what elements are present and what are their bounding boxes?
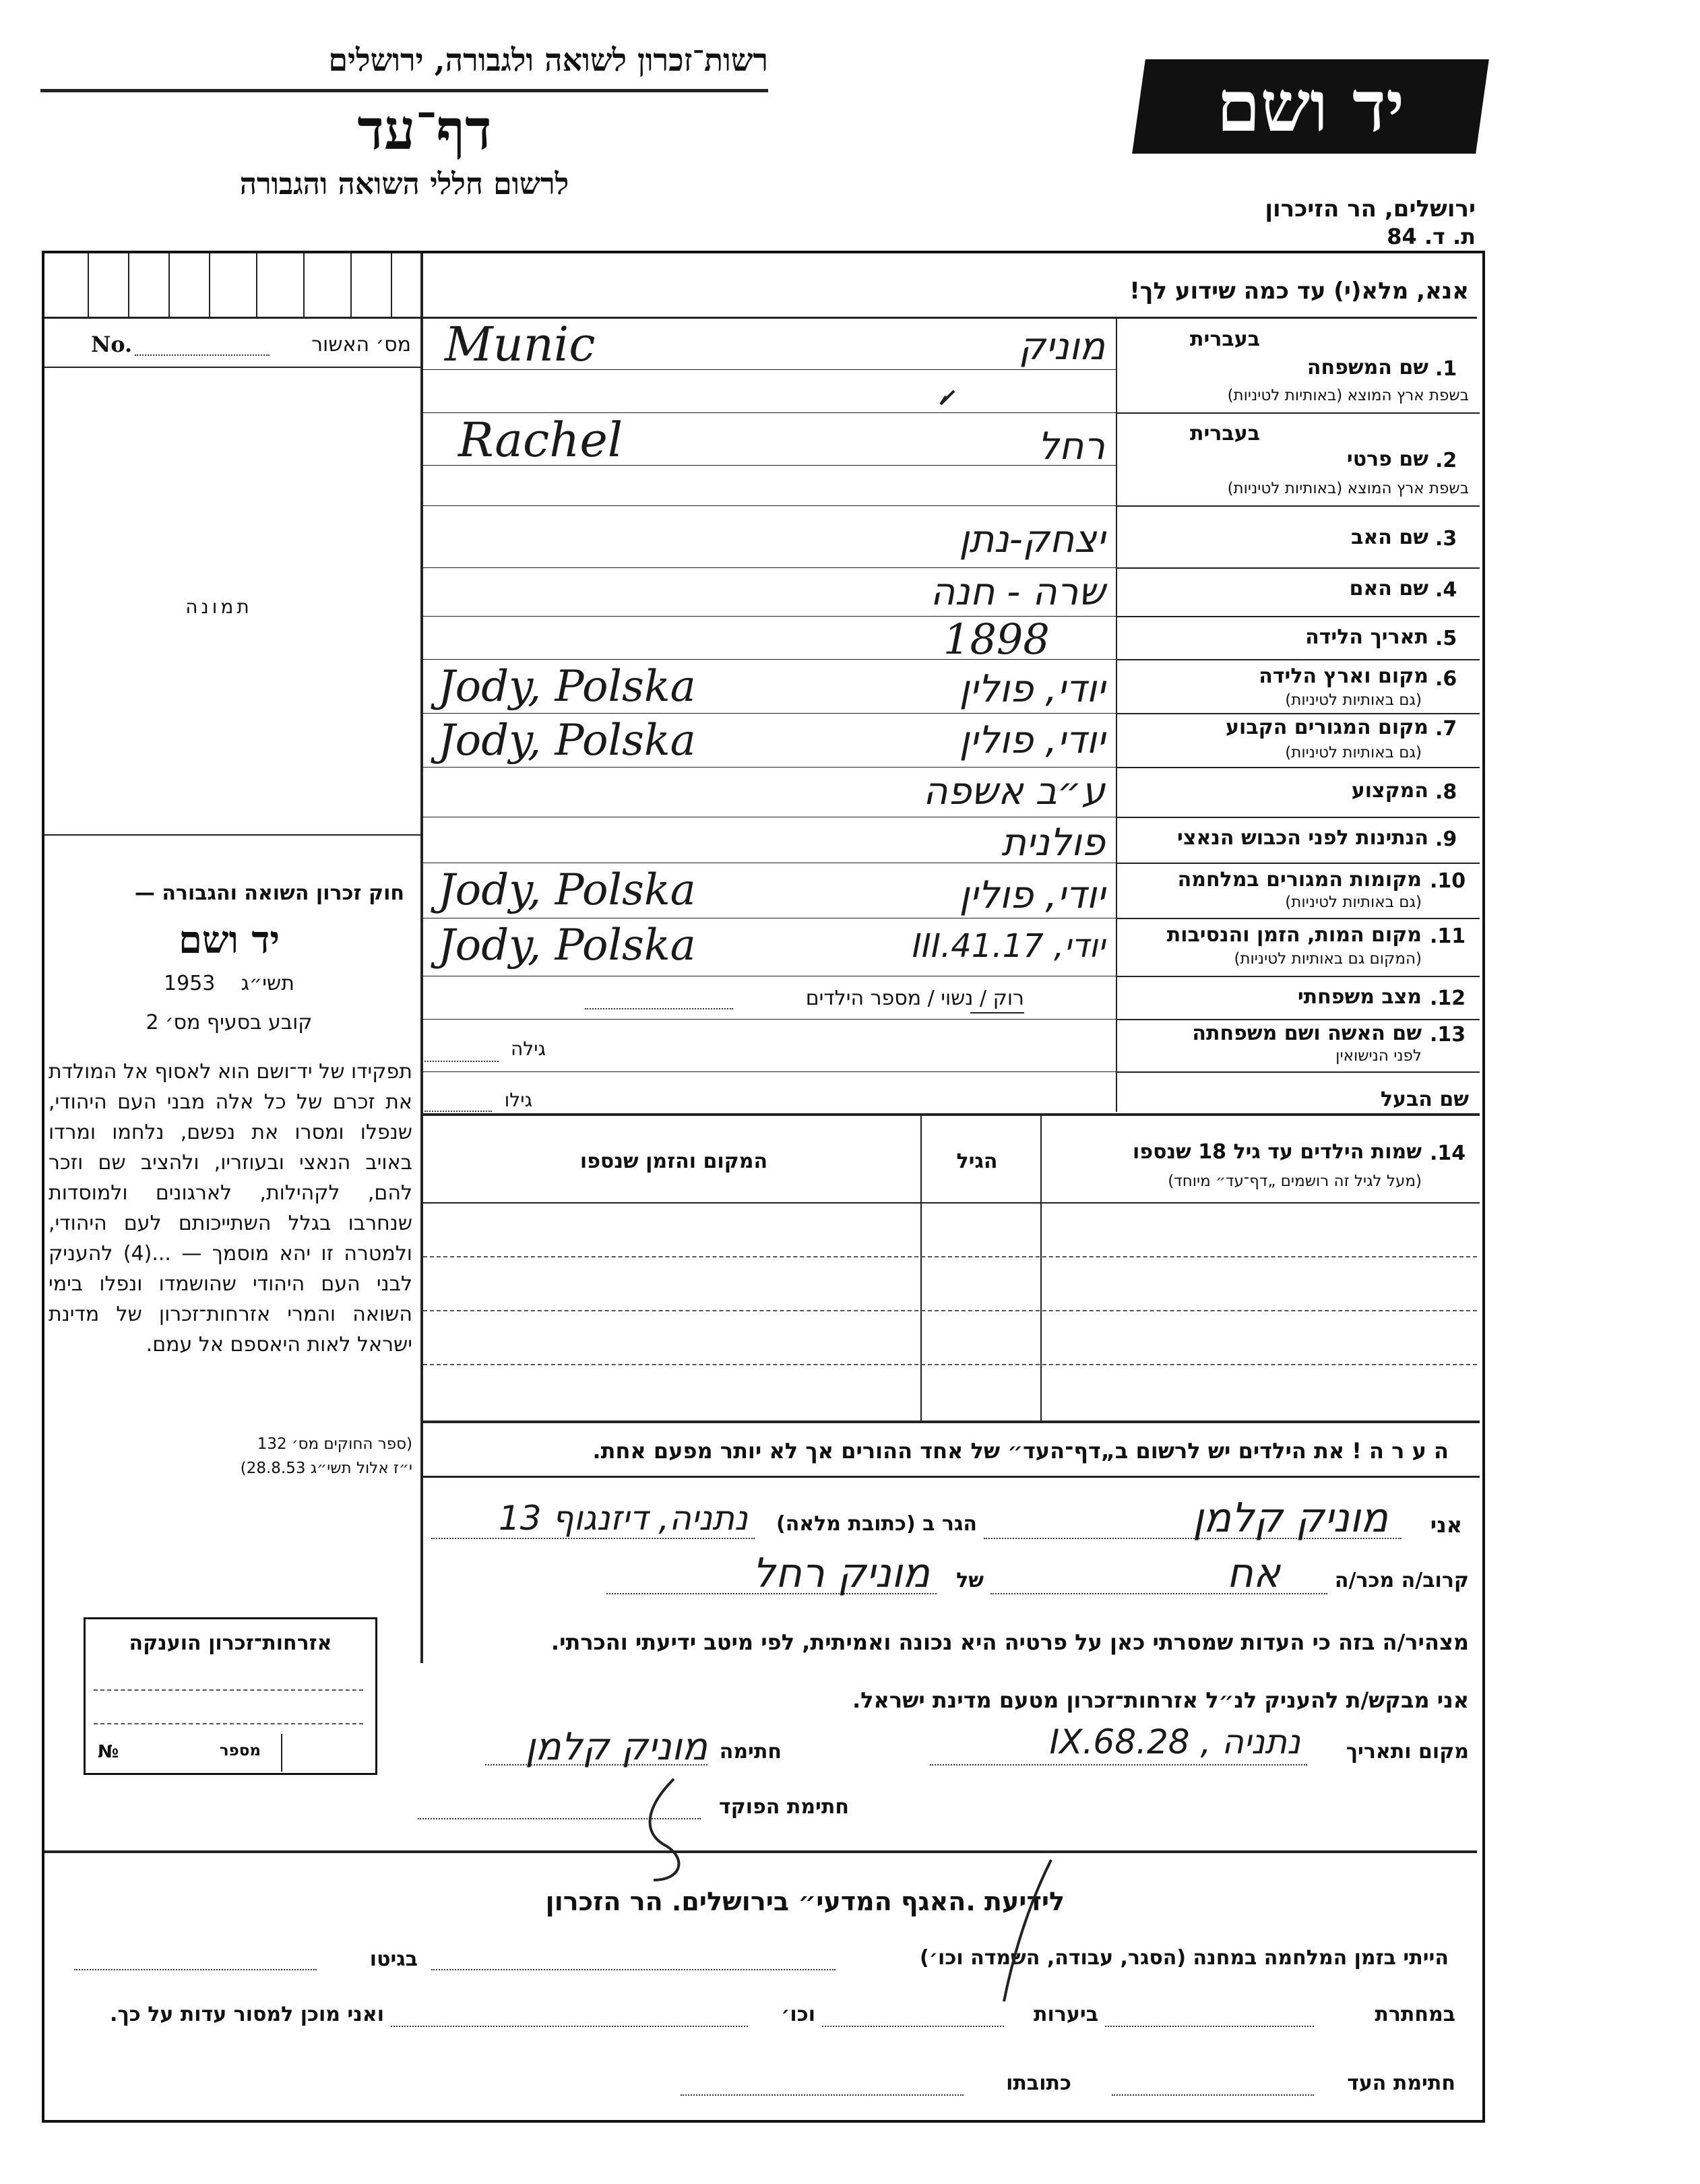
f11-label: מקום המות, הזמן והנסיבות — [1166, 923, 1422, 947]
f7-sub: (גם באותיות לטיניות) — [1285, 744, 1422, 761]
footer-line-1: הייתי בזמן המלחמה במחנה (הסגר, עבודה, השמדה וכו׳) — [920, 1946, 1449, 1970]
f1-latin-value[interactable]: Munic — [445, 317, 596, 372]
f6-sub: (גם באותיות לטיניות) — [1285, 691, 1422, 709]
footer-ready: ואני מוכן למסור עדות על כך. — [110, 2003, 384, 2026]
decl-signature-label: חתימה — [719, 1740, 782, 1764]
children-note: ה ע ר ה ! את הילדים יש לרשום ב„דף־העד״ של אחד ההורים אך לא יותר מפעם אחת. — [592, 1438, 1449, 1464]
f13b-age-label: גילו — [504, 1089, 532, 1111]
footer-address: כתובתו — [1006, 2071, 1071, 2095]
decl-address-value[interactable]: נתניה, דיזנגוף 13 — [498, 1499, 748, 1538]
f11-sub: (המקום גם באותיות לטיניות) — [1234, 950, 1422, 968]
officer-signature-scribble — [650, 1779, 679, 1880]
f10-sub: (גם באותיות לטיניות) — [1285, 894, 1422, 911]
decl-relative-label: קרוב/ה מכר/ה — [1334, 1569, 1469, 1592]
authority-name: רשות־זכרון לשואה ולגבורה, ירושלים — [328, 42, 768, 78]
f13-number: 13. — [1430, 1023, 1466, 1047]
footer-slash-mark — [1004, 1860, 1051, 2001]
footer-ghetto: בגיטו — [369, 1947, 418, 1971]
f4-number: 4. — [1435, 578, 1457, 602]
law-name: יד ושם — [178, 918, 280, 962]
footer-forests: ביערות — [1034, 2003, 1098, 2026]
f1-hebrew-value[interactable]: מוניק — [1019, 325, 1105, 369]
decl-relation-value[interactable]: אח — [1226, 1550, 1280, 1597]
f4-value[interactable]: שרה - חנה — [930, 570, 1105, 614]
form-title: דף־עד — [357, 98, 492, 162]
f3-value[interactable]: יצחק-נתן — [959, 518, 1105, 561]
footer-etc: וכו׳ — [781, 2003, 815, 2026]
f10-latin-value[interactable]: Jody, Polska — [438, 865, 696, 915]
f13-sub: לפני הנישואין — [1335, 1047, 1422, 1065]
f1-label: שם המשפחה — [1307, 356, 1428, 379]
f5-label: תאריך הלידה — [1305, 625, 1428, 649]
approval-label: מס׳ האשור — [311, 333, 411, 356]
f3-label: שם האב — [1351, 526, 1428, 549]
law-ref-1: (ספר החוקים מס׳ 132 — [257, 1435, 412, 1453]
f13-age-label: גילה — [510, 1038, 546, 1060]
f6-latin-value[interactable]: Jody, Polska — [438, 662, 696, 712]
f8-value[interactable]: ע״ב אשפה — [923, 770, 1105, 813]
instruction: אנא, מלא(י) עד כמה שידוע לך! — [1129, 278, 1469, 305]
decl-resides-label: הגר ב (כתובת מלאה) — [776, 1512, 977, 1536]
no-label: No. — [91, 332, 133, 357]
address-line-1: ירושלים, הר הזיכרון — [1265, 195, 1476, 222]
decl-place-date-label: מקום ותאריך — [1346, 1740, 1469, 1764]
f14-col-age: הגיל — [956, 1150, 998, 1173]
f13-label: שם האשה ושם משפחתה — [1192, 1022, 1422, 1045]
f14-label: שמות הילדים עד גיל 18 שנספו — [1133, 1140, 1422, 1164]
f9-value[interactable]: פולנית — [1001, 821, 1105, 865]
decl-of-label: של — [956, 1569, 984, 1592]
f14-sub: (מעל לגיל זה רושמים „דף־עד״ מיוחד) — [1168, 1173, 1422, 1190]
f1-sub: בשפת ארץ המוצא (באותיות לטיניות) — [1227, 387, 1469, 404]
f14-col-place: המקום והזמן שנספו — [579, 1150, 768, 1173]
f2-sub: בשפת ארץ המוצא (באותיות לטיניות) — [1227, 480, 1469, 497]
decl-signature-value[interactable]: מוניק קלמן — [525, 1725, 707, 1769]
f2-label: שם פרטי — [1346, 447, 1428, 471]
law-title: חוק זכרון השואה והגבורה — — [134, 881, 404, 905]
f11-number: 11. — [1430, 925, 1466, 948]
decl-i-label: אני — [1430, 1512, 1462, 1538]
f14-number: 14. — [1430, 1142, 1466, 1165]
citizenship-no-label: № — [98, 1742, 119, 1762]
f6-number: 6. — [1435, 667, 1457, 691]
law-year-heb: תשי״ג — [241, 972, 294, 995]
form-subtitle: לרשום חללי השואה והגבורה — [239, 167, 569, 201]
f10-hebrew-value[interactable]: יודי, פולין — [959, 873, 1105, 917]
footer-title: לידיעת .האגף המדעי״ בירושלים. הר הזכרון — [545, 1887, 1065, 1916]
f8-label: המקצוע — [1351, 779, 1428, 803]
decl-i-value[interactable]: מוניק קלמן — [1193, 1495, 1388, 1542]
f10-label: מקומות המגורים במלחמה — [1177, 868, 1422, 892]
f6-hebrew-value[interactable]: יודי, פולין — [959, 667, 1105, 711]
citizenship-title: אזרחות־זכרון הוענקה — [129, 1631, 332, 1655]
f7-number: 7. — [1435, 717, 1457, 741]
decl-of-value[interactable]: מוניק רחל — [752, 1550, 930, 1597]
decl-statement-2: אני מבקש/ת להעניק לנ״ל אזרחות־זכרון מטעם מדינת ישראל. — [852, 1687, 1469, 1713]
f4-label: שם האם — [1349, 577, 1428, 600]
f1-in-hebrew: בעברית — [1190, 327, 1260, 351]
f7-hebrew-value[interactable]: יודי, פולין — [959, 718, 1105, 762]
f8-number: 8. — [1435, 780, 1457, 804]
f2-number: 2. — [1435, 449, 1457, 472]
f5-number: 5. — [1435, 627, 1457, 650]
f11-hebrew-value[interactable]: יודי, 17.III.41 — [912, 927, 1105, 965]
f9-label: הנתינות לפני הכבוש הנאצי — [1177, 826, 1428, 850]
f5-value[interactable]: 1898 — [943, 615, 1050, 664]
f1-number: 1. — [1435, 357, 1457, 381]
f10-number: 10. — [1430, 869, 1466, 893]
footer-witness-sig: חתימת העד — [1347, 2071, 1455, 2095]
f2-in-hebrew: בעברית — [1190, 422, 1260, 445]
footer-underground: במחתרת — [1375, 2003, 1455, 2026]
f6-label: מקום וארץ הלידה — [1259, 664, 1428, 688]
law-ref-2: י״ז אלול תשי״ג 28.8.53) — [240, 1460, 412, 1477]
decl-officer-label: חתימת הפוקד — [719, 1795, 849, 1819]
citizenship-number-label: מספר — [219, 1742, 261, 1759]
f12-options[interactable]: רוק / נשוי / מספר הילדים — [805, 987, 1024, 1010]
f3-number: 3. — [1435, 527, 1457, 551]
law-text: תפקידו של יד־ושם הוא לאסוף אל המולדת את זכרם של כל אלה מבני העם היהודי, שנפלו ומסרו את נפשם, נלחמו ומרדו באויב הנאצי ובעוזריו, ולהציב שם וזכר להם, לקהילות, לארגונים ולמוסדות שנחרבו בגלל השתייכותם לעם היהודי, ולמטרה זו יהא מוסמך — ...(4) להעניק לבני העם היהודי שהושמדו ונפלו בימי השואה והמרי אזרחות־זכרון של מדינת ישראל לאות היאספם אל עמם. — [49, 1060, 412, 1356]
f12-number: 12. — [1430, 987, 1466, 1010]
photo-label: תמונה — [185, 596, 253, 618]
decl-statement-1: מצהיר/ה בזה כי העדות שמסרתי כאן על פרטיה היא נכונה ואמיתית, לפי מיטב ידיעתי והכרתי. — [550, 1629, 1469, 1655]
f7-label: מקום המגורים הקבוע — [1226, 716, 1428, 739]
f7-latin-value[interactable]: Jody, Polska — [438, 716, 696, 766]
pen-tick-mark — [941, 391, 954, 404]
f2-latin-value[interactable]: Rachel — [458, 412, 623, 468]
logo-text: יד ושם — [1216, 65, 1405, 148]
f12-label: מצב משפחתי — [1297, 985, 1422, 1009]
law-clause: קובע בסעיף מס׳ 2 — [146, 1011, 313, 1034]
decl-place-date-value[interactable]: נתניה , 28.IX.68 — [1049, 1722, 1300, 1761]
f2-hebrew-value[interactable]: רחל — [1037, 425, 1105, 468]
f13b-label: שם הבעל — [1380, 1088, 1469, 1111]
law-year-greg: 1953 — [164, 972, 216, 995]
f11-latin-value[interactable]: Jody, Polska — [438, 921, 696, 970]
address-line-2: ת. ד. 84 — [1387, 224, 1476, 249]
f9-number: 9. — [1435, 828, 1457, 851]
